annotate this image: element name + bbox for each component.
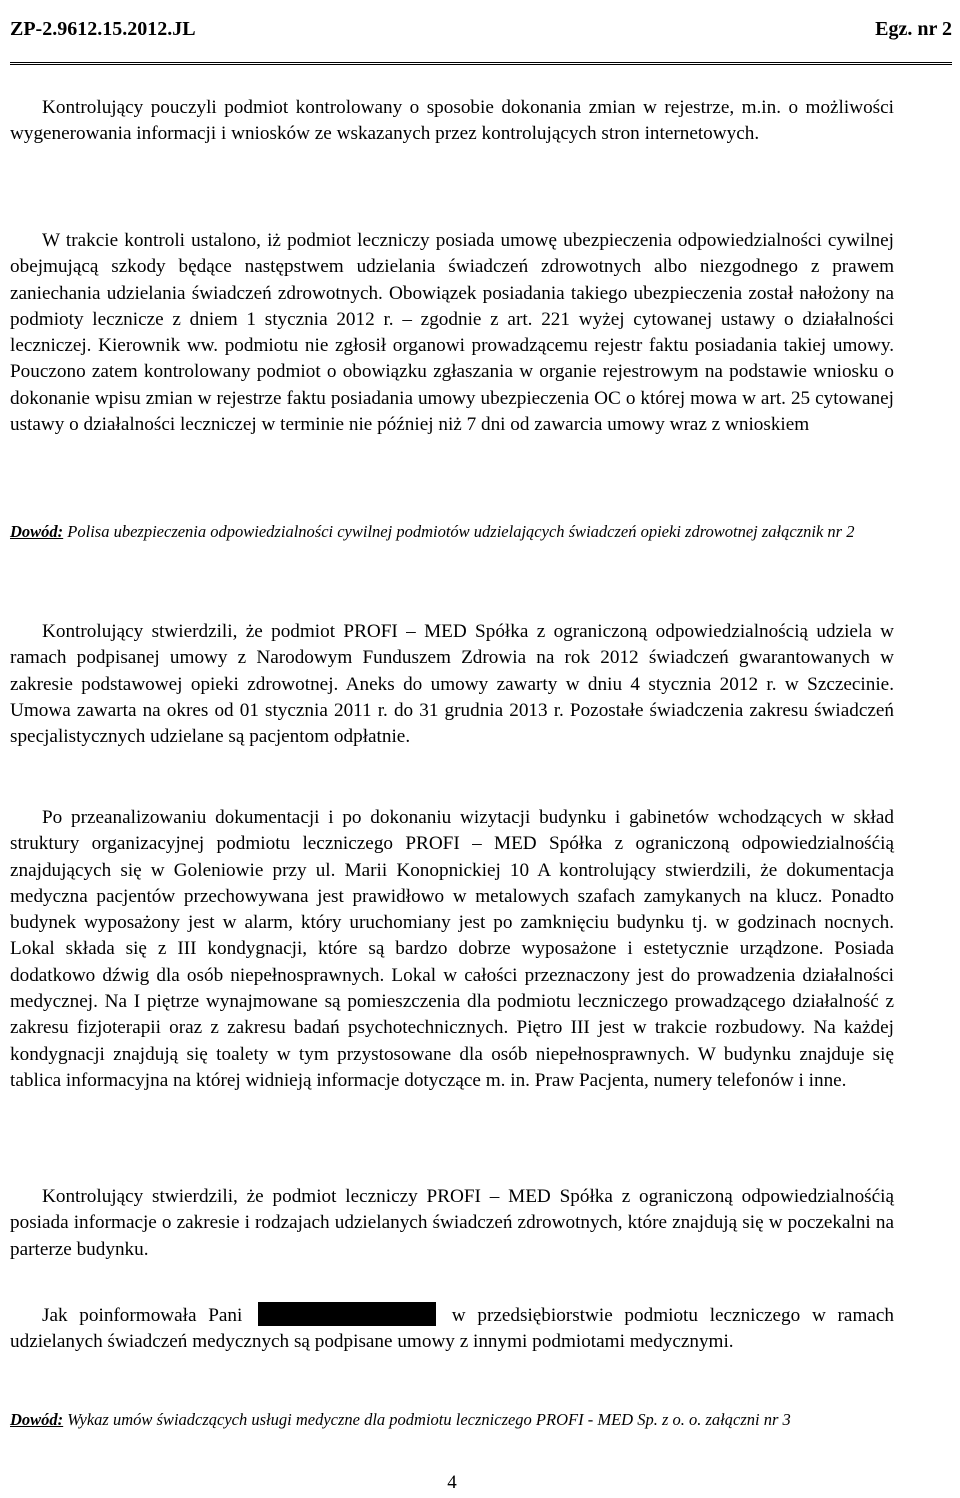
redacted-name — [258, 1302, 436, 1326]
document-reference: ZP-2.9612.15.2012.JL — [10, 18, 196, 40]
evidence-text: Polisa ubezpieczenia odpowiedzialności cywilnej podmiotów udzielających świadczeń opieki zdrowotnej załącznik nr 2 — [67, 522, 855, 541]
contracts-text-start: Jak poinformowała Pani — [42, 1305, 243, 1326]
evidence-contracts-list — [10, 1409, 894, 1431]
copy-number: Egz. nr 2 — [875, 18, 952, 40]
evidence-label: Dowód: — [10, 1410, 64, 1429]
paragraph-nfz-contract: Kontrolujący stwierdzili, że podmiot PROFI – MED Spółka z ograniczoną odpowiedzialnością udziela w ramach podpisanej umowy z Narodowym Funduszem Zdrowia na rok 2012 świadczeń gwarantowanych w zakresie podstawowej opieki zdrowotnej. Aneks do umowy zawarty w dniu 4 stycznia 2012 r. w Szczecinie. Umowa zawarta na okres od 01 stycznia 2011 r. do 31 grudnia 2013 r. Pozostałe świadczenia zakresu świadczeń specjalistycznych udzielane są pacjentom odpłatnie. — [10, 621, 894, 748]
paragraph-insurance: W trakcie kontroli ustalono, iż podmiot leczniczy posiada umowę ubezpieczenia odpowiedzialności cywilnej obejmującą szkody będące następstwem udzielania świadczeń zdrowotnych albo niezgodnego z prawem zaniechania udzielania świadczeń zdrowotnych. Obowiązek posiadania takiego ubezpieczenia został nałożony na podmioty lecznicze z dniem 1 stycznia 2012 r. – zgodnie z art. 221 wyżej cytowanej ustawy o działalności leczniczej. Kierownik ww. podmiotu nie zgłosił organowi prowadzącemu rejestr faktu posiadania takiej umowy. Pouczono zatem kontrolowany podmiot o obowiązku zgłaszania w organie rejestrowym na podstawie wniosku o dokonanie wpisu zmian w rejestrze faktu posiadania umowy ubezpieczenia OC o której mowa w art. 25 cytowanej ustawy o działalności leczniczej w terminie nie później niż 7 dni od zawarcia umowy wraz z wnioskiem — [10, 230, 894, 436]
contracts-text-end: w przedsiębiorstwie podmiotu leczniczego w ramach udzielanych świadczeń medycznych są podpisane umowy z innymi podmiotami medycznymi. — [10, 1305, 894, 1353]
paragraph-inspection: Po przeanalizowaniu dokumentacji i po dokonaniu wizytacji budynku i gabinetów wchodzących w skład struktury organizacyjnej podmiotu leczniczego PROFI – MED Spółka z ograniczoną odpowiedzialnośćią znajdujących się w Goleniowie przy ul. Marii Konopnickiej 10 A kontrolujący stwierdzili, że dokumentacja medyczna pacjentów przechowywana jest prawidłowo w metalowych szafach zamykanych na klucz. Ponadto budynek wyposażony jest w alarm, który uruchomiany jest po zamknięciu budynku tj. w godzinach nocnych. Lokal składa się z III kondygnacji, które są bardzo dobrze wyposażone i estetycznie urządzone. Posiada dodatkowo dźwig dla osób niepełnosprawnych. Lokal w całości przeznaczony jest do prowadzenia działalności medycznej. Na I piętrze wynajmowane są pomieszczenia dla podmiotu leczniczego prowadzącego działalność z zakresu fizjoterapii oraz z zakresu badań psychotechnicznych. Piętro III jest w trakcie rozbudowy. Na każdej kondygnacji znajdują się toalety w tym przystosowane dla osób niepełnosprawnych. W budynku znajduje się tablica informacyjna na której widnieją informacje dotyczące m. in. Praw Pacjenta, numery telefonów i inne. — [10, 807, 894, 1091]
paragraph-register-changes: Kontrolujący pouczyli podmiot kontrolowany o sposobie dokonania zmian w rejestrze, m.in. o możliwości wygenerowania informacji i wniosków ze wskazanych przez kontrolujących stron internetowych. — [10, 97, 894, 145]
paragraph-contracts — [10, 1302, 894, 1356]
page-number: 4 — [447, 1472, 457, 1493]
evidence-label: Dowód: — [10, 522, 64, 541]
page-header — [10, 0, 952, 65]
evidence-text: Wykaz umów świadczących usługi medyczne dla podmiotu leczniczego PROFI - MED Sp. z o. o. załączni nr 3 — [67, 1410, 791, 1429]
paragraph-information: Kontrolujący stwierdzili, że podmiot leczniczy PROFI – MED Spółka z ograniczoną odpowiedzialnośćią posiada informacje o zakresie i rodzajach udzielanych świadczeń zdrowotnych, które znajdują się w poczekalni na parterze budynku. — [10, 1186, 894, 1260]
evidence-insurance-policy — [10, 521, 894, 543]
